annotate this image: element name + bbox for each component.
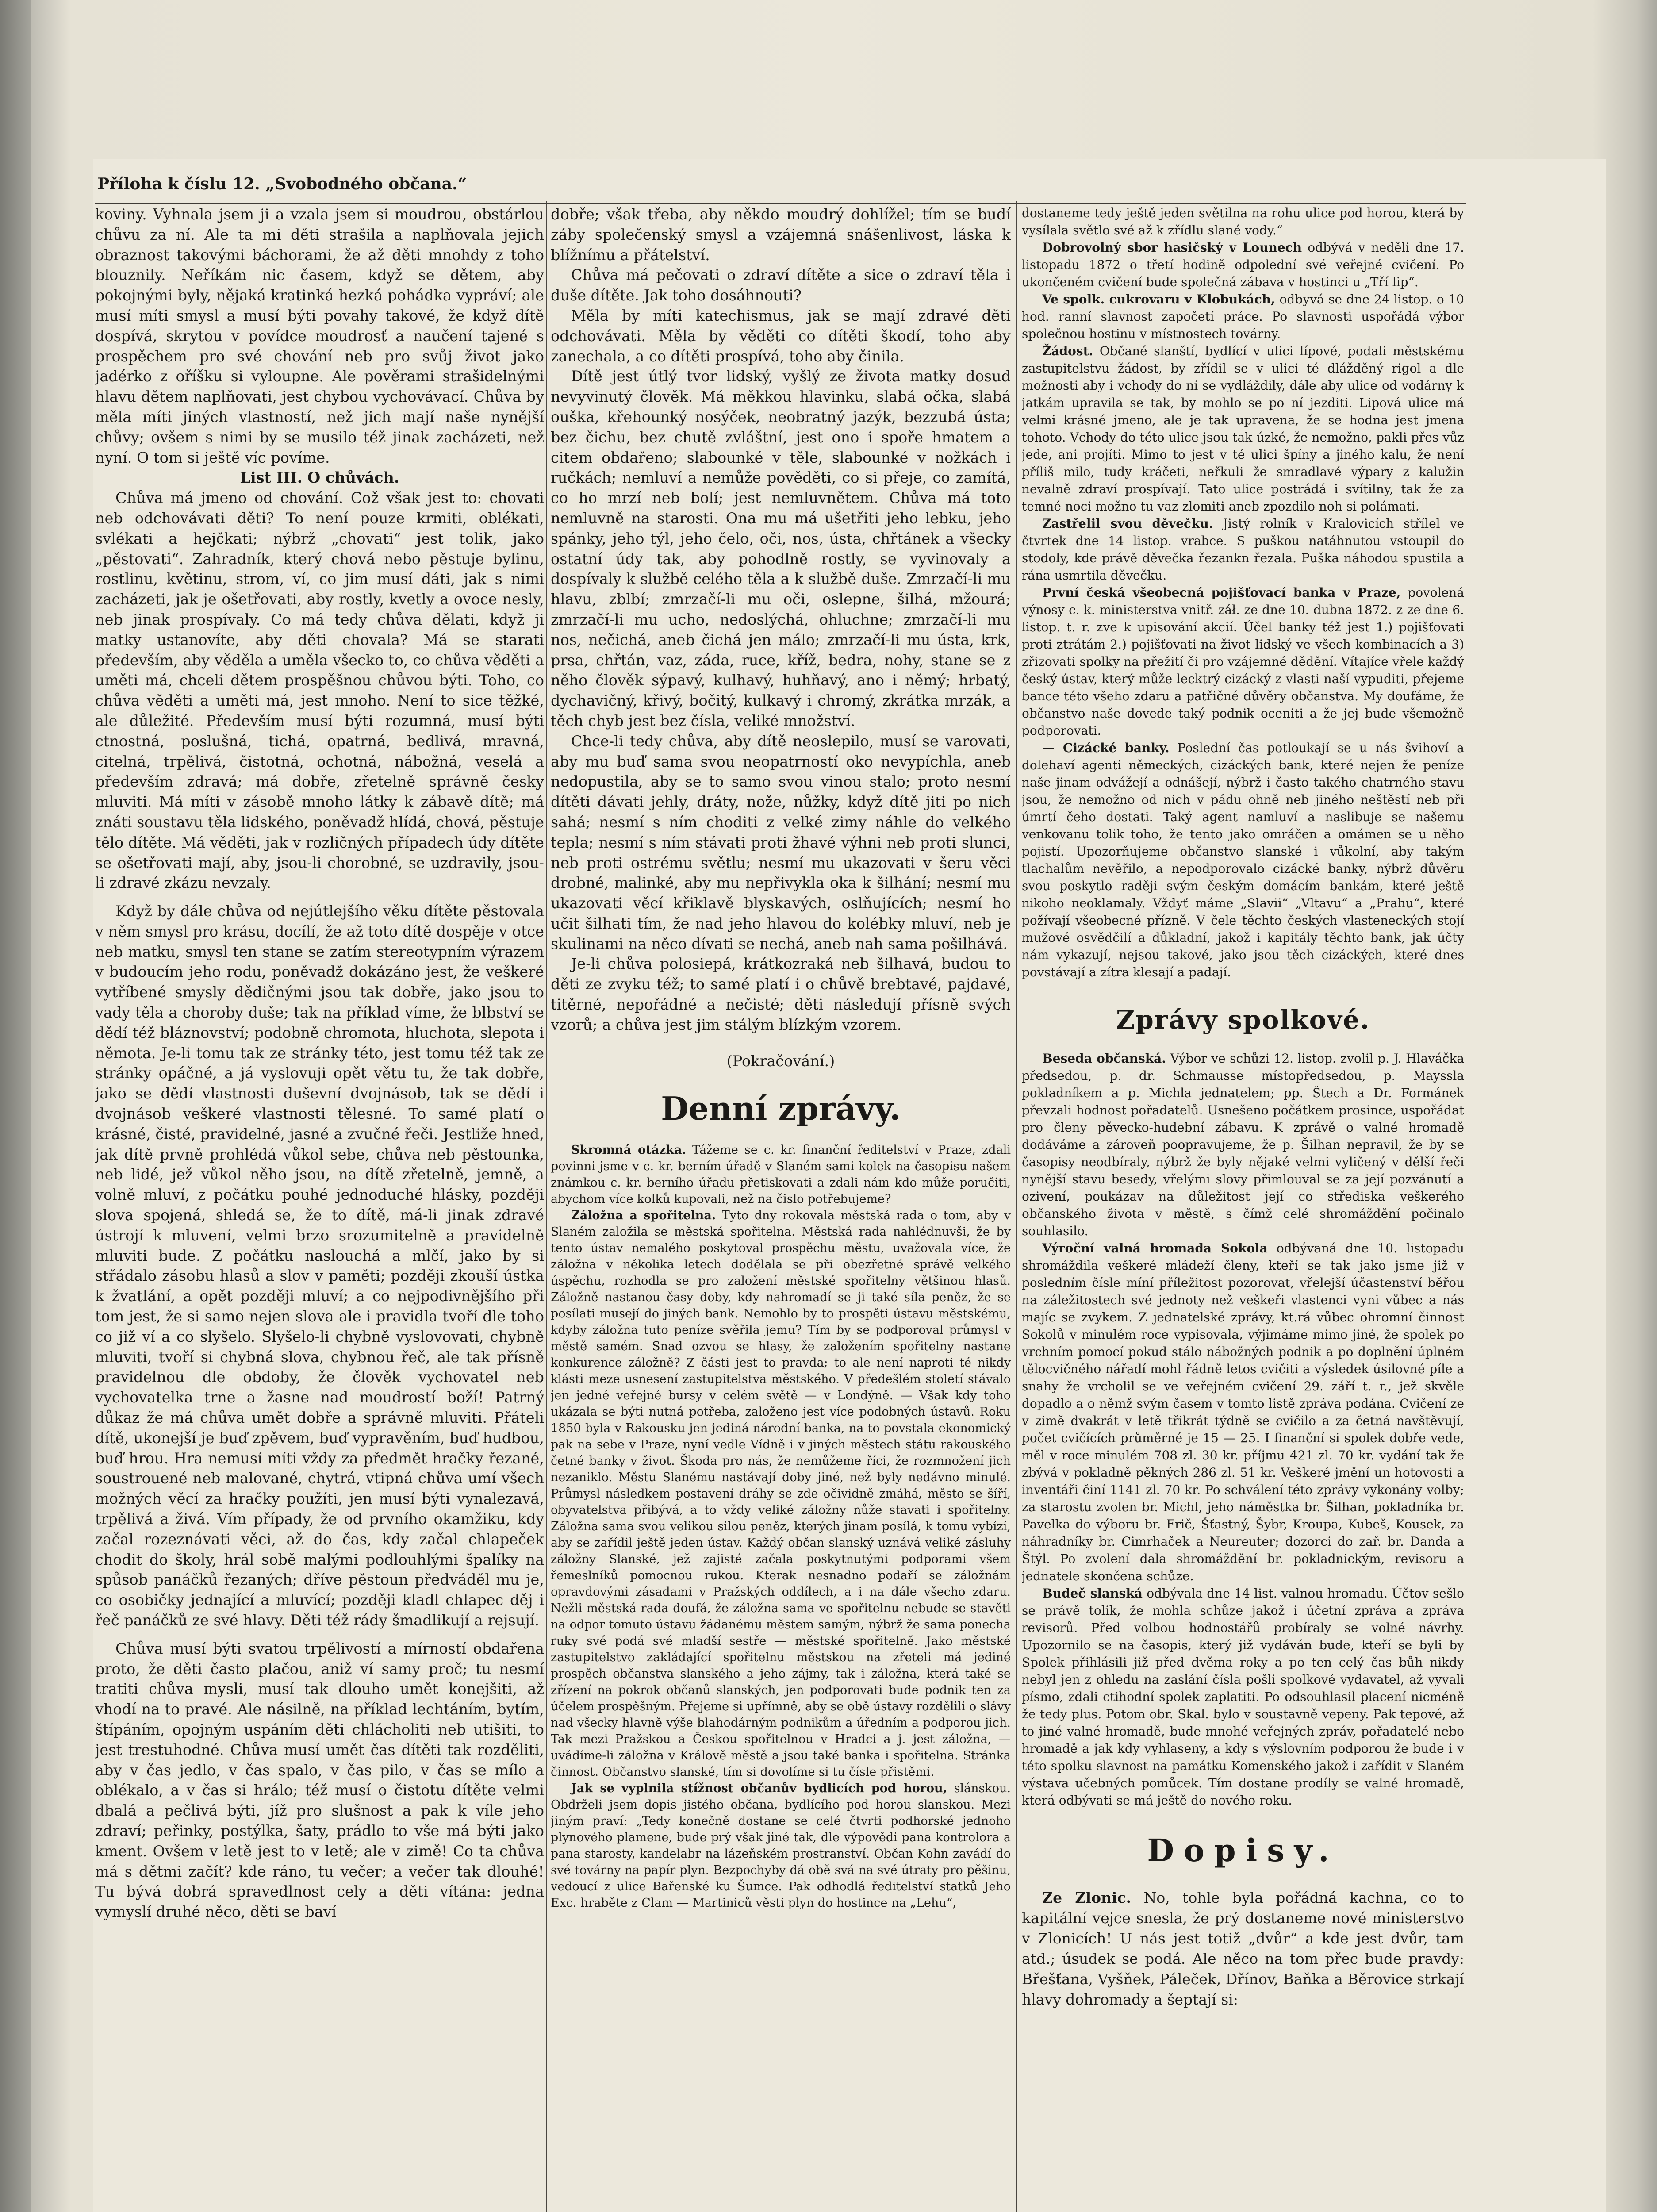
news-title: Budeč slanská <box>1042 1586 1143 1601</box>
news-text: odbývá v neděli dne 17. listopadu 1872 o třetí hodině odpolední své veřejné cvičení. Po ukončeném cvičení bude společná zábava v hostinci u „Tří lip“. <box>1022 240 1464 289</box>
news-title: První česká všeobecná pojišťovací banka v Praze, <box>1042 585 1401 600</box>
news-text: Občané slanští, bydlící v ulici lípové, podali městskému zastupitelstvu žádost, by zřídil se v ulici té dlážděný rigol a dle možnosti aby i vchody do ní se vydláždily, dále aby ulice od vodárny k jatkám upravila se tak, by mohlo se po ní jezditi. Lipová ulice má velmi krásné jmeno, ale je tak upravena, že se hodna jest jmena tohoto. Vchody do této ulice jsou tak úzké, že nemožno, pakli přes vůz jede, ani projíti. Mimo to jest v té ulici špíny a jiného kalu, že není příliš milo, tudy kráčeti, neřkuli že smradlavé výpary z kalužin nevalně zdraví prospívají. Tato ulice postrádá i svítilny, tak že za temné noci možno tu vaz zlomiti aneb zpozdilo noh si polámati. <box>1022 344 1464 514</box>
article-paragraph: Chůva má jmeno od chování. Což však jest to: chovati neb odchovávati děti? To není pouze krmiti, oblékati, svlékati a hejčkati; nýbrž „chovati“ jest tolik, jako „pěstovati“. Zahradník, který chová nebo pěstuje bylinu, rostlinu, květinu, strom, ví, co jim musí dáti, jak s nimi zacházeti, jak je ošetřovati, aby rostly, kvetly a ovoce nesly, neb jinak prospívaly. Co má tedy chůva dělati, když ji matky ustanovíte, aby děti chovala? Má se starati především, aby věděla a uměla všecko to, co chůva věděti a uměti má, chceli dětem prospěšnou chůvou býti. Toho, co chůva věděti a uměti má, jest mnoho. Není to sice těžké, ale důležité. Především musí býti rozumná, musí býti ctnostná, poslušná, tichá, opatrná, bedlivá, mravná, citelná, trpělivá, čistotná, ochotná, nábožná, veselá a především zdravá; má dobře, zřetelně správně česky mluviti. Má míti v zásobě mnoho látky k zábavě dítě; má znáti soustavu těla lidského, poněvadž hlídá, chová, pěstuje tělo dítěte. Má věděti, jak v rozličných případech údy dítěte se ošetřovati mají, aby, jsou-li chorobné, se uzdravily, jsou-li zdravé zkázu nevzaly. <box>95 489 544 892</box>
article-paragraph: Měla by míti katechismus, jak se mají zdravé děti odchovávati. Měla by věděti co dítěti škodí, toho aby zanechala, a co dítěti prospívá, toho aby činila. <box>551 307 1011 365</box>
article-paragraph: Chůva má pečovati o zdraví dítěte a sice o zdraví těla i duše dítěte. Jak toho dosáhnouti? <box>551 266 1011 304</box>
supplement-header: Příloha k číslu 12. „Svobodného občana.“ <box>97 175 467 193</box>
column-1 <box>95 204 544 2212</box>
news-text: dostaneme tedy ještě jeden světilna na rohu ulice pod horou, která by vysílala světlo své až k zřídlu slané vody.“ <box>1022 206 1464 238</box>
news-title: Ve spolk. cukrovaru v Klobukách, <box>1042 292 1275 307</box>
header-rule <box>95 203 1466 204</box>
section-heading-zpravy-spolkove: Zprávy spolkové. <box>1116 1005 1370 1035</box>
article-paragraph: dobře; však třeba, aby někdo moudrý dohlížel; tím se budí záby společenský smysl a vzájemná snášenlivost, láska k blížnímu a přátelství. <box>551 206 1011 264</box>
news-text: odbývaná dne 10. listopadu shromáždila veškeré mládeží členy, kteří se tak jako jsme již v posledním čísle míní příležitost pozorovat, vřelejší účastenství běřou na záležitostech své jednoty než veškeři vlastenci vyni vůbec a nás majíc se zvykem. Z jednatelské zprávy, kt.rá vůbec ohromní činnost Sokolů v minulém roce vypisovala, výjimáme mimo jiné, že spolek po vrchním pomocí pokud stálo nábožných podnik a po doplnění úplném tělocvičného nářadí mohl řádně letos cvičiti a výsledek úsilovné píle a snahy že vrcholil se ve veřejném cvičení 29. září t. r., jež skvěle dopadlo a o němž svým časem v tomto listě zpráva podána. Cvičení ze v zimě dvakrát v letě třikrát týdně se cvičilo a za četná navštěvují, počet cvičících průměrné je 15 — 25. I finanční si spolek dobře vede, měl v roce minulém 708 zl. 30 kr. příjmu 421 zl. 70 kr. vydání tak že zbývá v pokladně pěkných 286 zl. 51 kr. Veškeré jmění un hotovosti a inventáři činí 1141 zl. 70 kr. Po schválení této zprávy vykonány volby; za starostu zvolen br. Michl, jeho náměstka br. Šilhan, pokladníka br. Pavelka do výboru br. Frič, Šťastný, Šybr, Kroupa, Kubeš, Kousek, za náhradníky br. Cimrhaček a Neureuter; dozorci do zař. br. Danda a Štýl. Po zvolení dala shromáždění br. pokladnickým, revisoru a jednatele skončena schůze. <box>1022 1241 1464 1583</box>
article-paragraph: Když by dále chůva od nejútlejšího věku dítěte pěstovala v něm smysl pro krásu, docílí, že až toto dítě dospěje v otce neb matku, smysl ten stane se zatím stereotypním výrazem v budoucím jeho rodu, poněvadž dokázáno jest, že veškeré vytříbené smysly dědičnými jsou tak dobře, jako jsou to vady těla a choroby duše; tak na příklad víme, že blbství se dědí též bláznovství; podobně chromota, hluchota, slepota i němota. Je-li tomu tak ze stránky této, jest tomu též tak ze stránky opáčné, a já vyslovuji opět větu tu, že tak dobře, jako se dědí vlastnosti duševní dvojnásob, tak se dědí i dvojnásob veškeré vlastnosti tělesné. To samé platí o krásné, čisté, pravidelné, jasné a zvučné řeči. Jestliže hned, jak dítě prvně prohlédá vůkol sebe, chůva neb pěstounka, neb lidé, jež vůkol něho jsou, na dítě zřetelně, jemně, a volně mluví, z počátku pouhé jednoduché hlásky, později slova spojená, shledá se, že to dítě, má-li jinak zdravé ústrojí k mluvení, velmi brzo srozumitelně a pravidelně mluviti bude. Z počátku naslouchá a mlčí, jako by si střádalo zásobu hlasů a slov v paměti; později zkouší ústka k žvatlání, a opět později mluví; a co nejpodivnějšího při tom jest, že si samo nejen slova ale i pravidla tvoří dle toho co již ví a co slyšelo. Slyšelo-li chybně vyslovovati, chybně mluviti, tvoří si chybná slova, chybnou řeč, ale tak přísně pravidelnou dle obdoby, že člověk vychovatel neb vychovatelka trne a žasne nad moudrostí boží! Patrný důkaz že má chůva umět dobře a správně mluviti. Přáteli dítě, ukonejší je buď zpěvem, buď vypravěním, buď hudbou, buď hrou. Hra nemusí míti vždy za předmět hračky řezané, soustrouené neb malované, chytrá, vtipná chůva umí všech možných věcí za hračky použíti, jen musí býti vynalezavá, trpělivá a živá. Vím případy, že od prvního okamžiku, kdy začal rozeznávati věci, až do čas, kdy začal chlapeček chodit do školy, hrál sobě malými podlouhlými špalíky na spůsob panáčků řezaných; dříve pěstoun předváděl mu je, co osobičky jednající a mluvící; později kladl chlapec děj i řeč panáčků ze své hlavy. Děti též rády šmadlikují a rejsují. <box>95 902 544 1629</box>
news-title: Skromná otázka. <box>571 1143 686 1157</box>
news-text: odbyvá se dne 24 listop. o 10 hod. ranní slavnost započetí práce. Po slavnosti uspořádá výbor společnou hostinu v místnostech továrny. <box>1022 292 1464 341</box>
column-rule-2 <box>1016 201 1017 2212</box>
news-text: odbývala dne 14 list. valnou hromadu. Účtov sešlo se právě tolik, že mohla schůze jakož i účetní zpráva a zpráva revisorů. Před volbou hodnostářů probíraly se volné návrhy. Upozornilo se na časopis, který již vydáván bude, kteří se byli by Spolek přihlásili již před dvěma roky a po ten celý čas bůh nikdy nebyl jen z ohledu na zaslání čísla pošli spolkové vydavatel, až vyvali písmo, zdali ctihodní spolek zaplatiti. Po odsouhlasil placení nicméně že tedy plus. Potom obr. Skal. bylo v soustavně vepeny. Pak tepové, až to jiné valné hromadě, bude mnohé veřejných zpráv, pořadatelé nebo hromadě a jak kdy vyhlaseny, a kdy s výslovním podporou že bude i v této spolku slavnost na památku Komenského jakož i zařídit v Slaném výstava učebných pomůcek. Tím dostane prodíly se valné hromadě, která odbývati se má ještě do nového roku. <box>1022 1586 1464 1808</box>
page-binding-edge <box>0 0 31 2212</box>
news-title: Zastřelil svou děvečku. <box>1042 516 1213 531</box>
column-3 <box>1022 204 1464 2212</box>
news-text: povolená výnosy c. k. ministerstva vnitř. záł. ze dne 10. dubna 1872. z ze dne 6. listop. t. r. zve k upisování akcií. Účel banky též jest 1.) pojišťovati proti ztrátám 2.) pojišťovati na život lidský ve všech kombinacích a 3) zřizovati spolky na přežití či pro vzájemné dědění. Vítajíce vřele každý český ústav, který může lecktrý cizácký z vlasti naší vypuditi, přejeme bance této všeho zdaru a patřičné důvěry občanstva. My doufáme, že občanstvo naše dovede taký podnik oceniti a že jej bude všemožně podporovati. <box>1022 585 1464 738</box>
letter-title: Ze Zlonic. <box>1042 1889 1132 1906</box>
news-text: Tážeme se c. kr. finanční ředitelství v Praze, zdali povinni jsme v c. kr. berním úřadě v Slaném sami kolek na časopisu našem známkou c. kr. berního úřadu přetiskovati a zdali nám kdo může poručiti, abychom více kolků kupovali, než na čislo potřebujeme? <box>551 1143 1011 1206</box>
column-2 <box>551 204 1011 2212</box>
letter-text: No, tohle byla pořádná kachna, co to kapitální vejce snesla, že prý dostaneme nové ministerstvo v Zlonicích! U nás jest totiž „dvůr“ a kde jest dvůr, tam atd.; úsudek se podá. Ale něco na tom přec bude pravdy: Břešťana, Vyšňek, Páleček, Dřínov, Baňka a Běrovice strkají hlavy dohromady a šeptají si: <box>1022 1889 1464 2008</box>
section-heading-denni-zpravy: Denní zprávy. <box>661 1090 901 1128</box>
article-paragraph: Je-li chůva polosiepá, krátkozraká neb šilhavá, budou to děti ze zvyku též; to samé platí i o chůvě brebtavé, pajdavé, titěrné, nepořádné a nečisté; děti následují přísně svých vzorů; a chůva jest jim stálým blízkým vzorem. <box>551 955 1011 1033</box>
news-text: Jistý rolník v Kralovicích střílel ve čtvrtek dne 14 listop. vrabce. S puškou natáhnutou vstoupil do stodoly, kde právě děvečka řezankn řezala. Puška náhodou spustila a rána usmrtila děvečku. <box>1022 516 1464 583</box>
article-paragraph: Chce-li tedy chůva, aby dítě neoslepilo, musí se varovati, aby mu buď sama svou neopatrností oko nevypíchla, aneb nedopustila, aby se to samo svou vinou stalo; proto nesmí dítěti dávati jehly, dráty, nože, nůžky, když dítě jiti po nich sahá; nesmí s ním choditi z velké zimy náhle do velkého tepla; nesmí s ním stávati proti žhavé výhni neb proti slunci, neb proti ostrému světlu; nesmí mu ukazovati v šeru věci drobné, malinké, aby mu nepřivykla oka k šilhání; nesmí mu ukazovati věcí křiklavě blyskavých, oslňujících; nesmí ho učit šilhati tím, že nad jeho hlavou do kolébky mluví, neb je skulinami na něco dívati se nechá, aneb nah sama pošilhává. <box>551 732 1011 952</box>
news-title: Žádost. <box>1042 344 1093 358</box>
news-text: Výbor ve schůzi 12. listop. zvolil p. J. Hlaváčka předsedou, p. dr. Schmausse místopředsedou, p. Mayssla pokladníkem a p. Michla jednatelem; pp. Štech a Dr. Formánek převzali hodnost pořadatelů. Usnešeno počátkem prosince, uspořádat pro členy pěvecko-hudební zábavu. K zprávě o valné hromadě dodáváme a zároveň poopravujeme, že p. Šilhan nepravil, že by se časopisy neodbíraly, nýbrž že byly nějaké velmi vyličený v dělší řeči nynější stavu besedy, vřelými slovy přimlouval se za její pozvánutí a ozivení, poukázav na důležitost její co střediska veškerého občanského života v městě, s čímž celé shromáždění počinalo souhlasilo. <box>1022 1051 1464 1238</box>
article-paragraph: Dítě jest útlý tvor lidský, vyšlý ze života matky dosud nevyvinutý člověk. Má měkkou hlavinku, slabá očka, slabá ouška, křehounký nosýček, neobratný jazýk, bezzubá ústa; bez čichu, bez chutě zvláštní, jest ono i spoře hmatem a citem obdařeno; slabounké v těle, slabounké v nožkách i ručkách; nemluví a nemůže pověděti, co si přeje, co zamítá, co ho mrzí neb bolí; jest nemluvnětem. Chůva má toto nemluvně na starosti. Ona mu má ušetřiti jeho lebku, jeho spánky, jeho týl, jeho čelo, oči, nos, ústa, chřtánek a všecky ostatní údy tak, aby pohodlně rostly, se vyvinovaly a dospívaly k službě celého těla a k službě duše. Zmrzačí-li mu hlavu, zblbí; zmrzačí-li mu oči, oslepne, šilhá, mžourá; zmrzačí-li mu ucho, nedoslýchá, ohluchne; zmrzačí-li mu nos, nečichá, aneb čichá jen málo; zmrzačí-li mu ústa, krk, prsa, chřtán, vaz, záda, ruce, kříž, bedra, nohy, stane se z něho člověk sýpavý, kulhavý, huhňavý, ano i němý; hrbatý, dychavičný, křivý, bočitý, kulkavý i chromý, zkrátka mrzák, a těch chyb jest bez čísla, veliké množství. <box>551 368 1011 730</box>
article-paragraph: Chůva musí býti svatou trpělivostí a mírností obdařena proto, že děti často plačou, aniž ví samy proč; tu nesmí tratiti chůva mysli, musí tak dlouho umět konejšiti, až vhodí na to pravé. Ale násilně, na příklad lechtáním, bytím, štípáním, opojným uspáním děti chlácholiti neb utišiti, to jest trestuhodné. Chůva musí umět čas dítěti tak rozděliti, aby v čas jedlo, v čas spalo, v čas pilo, v čas se mílo a oblékalo, a v čas si hrálo; též musí o čistotu dítěte velmi dbalá a pečlivá býti, jíž pro slušnost a pak k víle jeho zdraví; peřinky, postýlka, šaty, prádlo to vše má býti jako kment. Ovšem v letě jest to v letě; ale v zimě! Co ta chůva má s dětmi začít? kde ráno, tu večer; a večer tak dlouhé! Tu bývá dobrá spravedlnost cely a děti vítána: jedna vymyslí druhé něco, děti se baví <box>95 1640 544 1921</box>
news-text: slánskou. Obdrželi jsem dopis jistého občana, bydlícího pod horou slanskou. Mezi jiným praví: „Tedy konečně dostane se celé čtvrti podhorské jednoho plynového plamene, bude prý však jiné tak, dle výpovědi pana kontrolora a pana starosty, kandelabr na lázeňském prostranství. Občan Kohn zavádí do své továrny na papír plyn. Bezpochyby dá obě svá na své útraty pro pěšinu, vedoucí z ulice Bařenské ku Šumce. Pak odhodlá ředitelství statků Jeho Exc. hraběte z Clam — Martiniců věsti plyn do hostince na „Lehu“, <box>551 1782 1011 1910</box>
news-title: Výroční valná hromada Sokola <box>1042 1241 1268 1256</box>
news-title: Jak se vyplnila stížnost občanův bydlicích pod horou, <box>571 1782 947 1796</box>
news-block <box>551 1142 1011 1911</box>
article-paragraph: koviny. Vyhnala jsem ji a vzala jsem si moudrou, obstárlou chůvu za ní. Ale ta mi děti strašila a naplňovala jejich obraznost takovými báchorami, že až děti mnohdy z toho blouznily. Neříkám nic časem, když se dětem, aby pokojnými byly, nějaká kratinká hezká pohádka vypráví; ale musí míti smysl a musí býti povahy takové, že když dítě dospívá, skrytou v povídce moudrosť a naučení tajené s prospěchem pro své chování neb pro svůj život jako jadérko z oříšku si vyloupne. Ale pověrami strašidelnými hlavu dětem naplňovati, jest chybou vychovávací. Chůva by měla míti jiných vlastností, než jich mají naše nynější chůvy; ovšem s nimi by se musilo též jinak zacházeti, než nyní. O tom si ještě víc povíme. <box>95 206 544 466</box>
article-subheading: List III. O chůvách. <box>240 469 399 487</box>
news-text: Tyto dny rokovala městská rada o tom, aby v Slaném založila se městská spořitelna. Městská rada nahlédnuvši, že by tento ústav nemalého poskytoval prospěchu městu, uvažovala více, že záložna v několika letech dodělala se při obezřetné správě velkého úspěchu, rozhodla se pro založení městské spořitelny většinou hlasů. Záložně nastanou časy doby, kdy nahromadí se ji také síla peněz, že se posílati musejí do jiných bank. Nemohlo by to prospěti ústavu městskému, kdyby záložna tuto peníze svěřila jemu? Tím by se podporoval průmysl v městě samém. Snad ozvou se hlasy, že založením spořitelny nastane konkurence záložně? Z části jest to pravda; to ale není naproti té nikdy klásti meze usnesení zastupitelstva městského. V předešlém století stávalo jen jedné veřejné bursy v celém světě — v Londýně. — Však kdy toho ukázala se býti nutná potřeba, založeno jest více podobných ústavů. Roku 1850 byla v Rakousku jen jediná národní banka, na to povstala ekonomický pak na sebe v Praze, nyní vedle Vídně i v jiných městech státu rakouského četné banky v život. Škoda pro nás, že nemůžeme říci, že rozmnožení jich nezaniklo. Městu Slanému nastávají doby jiné, než byly nedávno minulé. Průmysl následkem postavení dráhy se zde očividně zmáhá, město se šíří, obyvatelstva přibývá, a to vždy veliké záložny nůže stavati i spořitelny. Záložna sama svou velikou silou peněz, kterých jinam posílá, k tomu vybízí, aby se zařídil ještě jeden ústav. Každý občan slanský uznává veliké zásluhy záložny Slanské, jež zajisté začala poskytnutými podporami všem řemeslníků pomocnou rukou. Kterak nesnadno podaří se záložnám opravdovými zásadami v Pražských oddílech, a i na dále všecho zdaru. Nežli městská rada doufá, že záložna sama ve spořitelnu nebude se stavěti na odpor tomuto ústavu žádanému městem samým, nýbrž že sama ponecha ruky své podá své mladší sestře — městské spořitelně. Jako městské zastupitelstvo zakládající spořitelnu městskou na zřeteli má jediné prospěch občanstva slanského a jeho zájmy, tak i záložna, která také se zřízení na pokrok občanů slanských, jen podporovati bude podnik ten za účelem prospěšným. Přejeme si upřímně, aby se obě ústavy rozdělili o slávy nad všecky hlavně výše blahodárným podnikům a úředním a podporou jich. Tak mezi Pražskou a Českou spořitelnou v Hradci a j. jest záložna, — uvádíme-li záložna v Králově městě a jsou také banka i spořitelna. Stránka činnost. Občanstvo slanské, tím si dovolíme si tu čísle přistěmi. <box>551 1209 1011 1779</box>
column-rule-1 <box>546 201 547 2212</box>
section-heading-dopisy: Dopisy. <box>1147 1832 1339 1869</box>
news-text: Poslední čas potloukají se u nás švihoví a dolehaví agenti německých, cizáckých bank, které nejen že peníze naše jinam odvážejí a odnášejí, nýbrž i často takého chatrného stavu jsou, že nemožno od nich v pádu ohně neb jiného neštěstí neb při úmrtí čeho dostati. Taký agent namluví a naslibuje se našemu venkovanu tolik toho, že tento jako omráčen a omámen se u něho pojistí. Upozorňujeme občanstvo slanské i vůkolní, aby takým tlachalům nevěřilo, a nepodporovalo cizácké banky, nýbrž důvěru svou poskytlo raději svým českým domácím bankám, které ještě nikoho neoklamaly. Vždyť máme „Slavii“ „Vltavu“ a „Prahu“, které požívají všeobecné přízně. V čele těchto českých vlasteneckých stojí mužové osvědčilí a důkladní, jakož i kapitály těchto bank, jak účty nám vykazují, nejsou takové, jako jsou těch cizáckých, které dnes povstávají a zítra klesají a padají. <box>1022 741 1464 979</box>
news-title: Beseda občanská. <box>1042 1051 1166 1066</box>
news-title: Záložna a spořitelna. <box>571 1209 716 1223</box>
news-title: Dobrovolný sbor hasičský v Lounech <box>1042 240 1302 255</box>
news-title: — Cizácké banky. <box>1042 741 1170 755</box>
continued-note: (Pokračování.) <box>726 1052 835 1070</box>
